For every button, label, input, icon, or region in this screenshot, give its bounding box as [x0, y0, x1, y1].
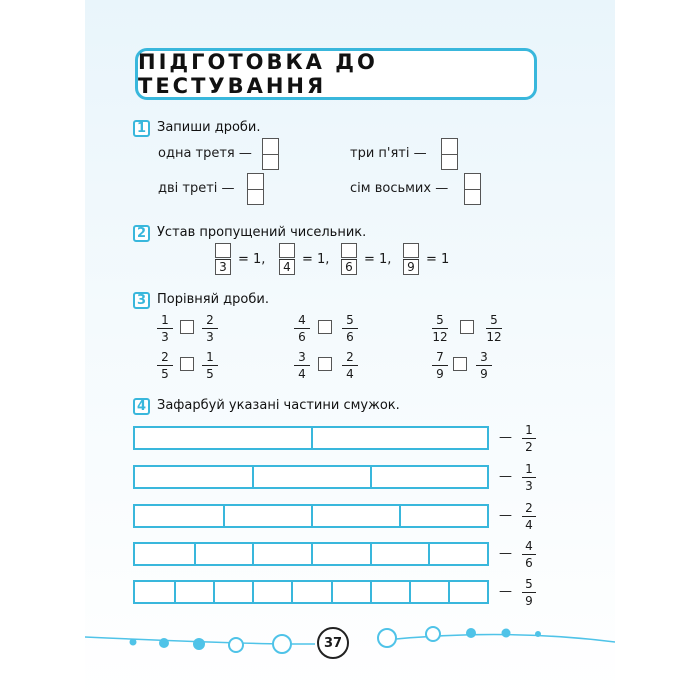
strip-fraction [522, 462, 536, 493]
strip-divider [213, 582, 215, 602]
dot [273, 635, 291, 653]
denominator: 9 [525, 594, 533, 608]
page-title: ПІДГОТОВКА ДО ТЕСТУВАННЯ [138, 50, 378, 98]
dot [130, 639, 137, 646]
comparison-box[interactable] [460, 320, 474, 334]
fraction: 5 12 [486, 313, 502, 344]
strip-divider [174, 582, 176, 602]
comparison-box[interactable] [318, 357, 332, 371]
fraction-strip[interactable] [133, 580, 489, 604]
numerator-box[interactable] [341, 243, 357, 258]
fraction: 4 6 [292, 313, 312, 344]
numerator: 4 [525, 539, 533, 553]
fraction: 7 9 [430, 350, 450, 381]
fraction: 1 3 [155, 313, 175, 344]
strip-fraction [522, 577, 536, 608]
task-number-4: 4 [133, 398, 150, 415]
strip-divider [409, 582, 411, 602]
numerator-box[interactable] [279, 243, 295, 258]
numerator: 5 [525, 577, 533, 591]
fraction-strip[interactable] [133, 465, 489, 489]
fraction: 3 9 [474, 350, 494, 381]
strip-divider [311, 544, 313, 564]
comparison-box[interactable] [318, 320, 332, 334]
denominator: 3 [215, 260, 231, 275]
strip-divider [331, 582, 333, 602]
fraction: 3 4 [292, 350, 312, 381]
strip-divider [399, 506, 401, 526]
numerator-box[interactable] [403, 243, 419, 258]
task-1-title: Запиши дроби. [157, 120, 261, 135]
strip-divider [448, 582, 450, 602]
missing-numerator-fraction[interactable] [403, 243, 419, 275]
strip-divider [370, 544, 372, 564]
task-1-item-seven-eighths: сім восьмих — [350, 181, 449, 196]
fraction-strip[interactable] [133, 504, 489, 528]
strip-fraction [522, 423, 536, 454]
strip-fraction [522, 539, 536, 570]
fraction: 5 12 [432, 313, 448, 344]
strip-divider [252, 467, 254, 487]
fraction: 2 4 [340, 350, 360, 381]
numerator: 1 [525, 423, 533, 437]
fraction: 2 3 [200, 313, 220, 344]
numerator: 2 [525, 501, 533, 515]
task-1-item-three-fifths: три п'яті — [350, 146, 427, 161]
denominator: 4 [525, 518, 533, 532]
task-1-item-one-third: одна третя — [158, 146, 252, 161]
dot [466, 628, 476, 638]
dot [502, 629, 511, 638]
strip-divider [428, 544, 430, 564]
task-number-3: 3 [133, 292, 150, 309]
strip-divider [223, 506, 225, 526]
denominator: 6 [341, 260, 357, 275]
missing-numerator-fraction[interactable] [215, 243, 231, 275]
footer-decoration [85, 620, 615, 670]
strip-divider [311, 428, 313, 448]
dot [159, 638, 169, 648]
strip-divider [252, 544, 254, 564]
comparison-box[interactable] [453, 357, 467, 371]
strip-fraction [522, 501, 536, 532]
task-1-item-two-thirds: дві треті — [158, 181, 235, 196]
fraction: 1 5 [200, 350, 220, 381]
fraction: 2 5 [155, 350, 175, 381]
fraction-answer-box[interactable] [262, 138, 279, 170]
denominator: 2 [525, 440, 533, 454]
denominator: 3 [525, 479, 533, 493]
equals-one: = 1, [364, 252, 392, 267]
fraction-answer-box[interactable] [441, 138, 458, 170]
strip-dash: — [499, 430, 512, 445]
dot [229, 638, 243, 652]
fraction-answer-box[interactable] [247, 173, 264, 205]
strip-divider [311, 506, 313, 526]
denominator: 6 [525, 556, 533, 570]
dot [193, 638, 205, 650]
fraction-strip[interactable] [133, 542, 489, 566]
task-number-1: 1 [133, 120, 150, 137]
denominator: 9 [403, 260, 419, 275]
equals-one: = 1, [302, 252, 330, 267]
strip-dash: — [499, 508, 512, 523]
fraction-strip[interactable] [133, 426, 489, 450]
strip-divider [291, 582, 293, 602]
page-title-box [135, 48, 537, 100]
missing-numerator-fraction[interactable] [279, 243, 295, 275]
task-number-2: 2 [133, 225, 150, 242]
strip-dash: — [499, 546, 512, 561]
equals-one-last: = 1 [426, 252, 450, 267]
strip-dash: — [499, 584, 512, 599]
strip-divider [370, 582, 372, 602]
missing-numerator-fraction[interactable] [341, 243, 357, 275]
task-4-title: Зафарбуй указані частини смужок. [157, 398, 400, 413]
page-number: 37 [317, 627, 349, 659]
numerator-box[interactable] [215, 243, 231, 258]
task-3-title: Порівняй дроби. [157, 292, 269, 307]
dot [535, 631, 541, 637]
denominator: 4 [279, 260, 295, 275]
comparison-box[interactable] [180, 320, 194, 334]
strip-divider [252, 582, 254, 602]
strip-divider [370, 467, 372, 487]
comparison-box[interactable] [180, 357, 194, 371]
fraction: 5 6 [340, 313, 360, 344]
numerator: 1 [525, 462, 533, 476]
equals-one: = 1, [238, 252, 266, 267]
strip-dash: — [499, 469, 512, 484]
task-2-title: Устав пропущений чисельник. [157, 225, 367, 240]
strip-divider [194, 544, 196, 564]
dot [378, 629, 396, 647]
dot [426, 627, 440, 641]
fraction-answer-box[interactable] [464, 173, 481, 205]
